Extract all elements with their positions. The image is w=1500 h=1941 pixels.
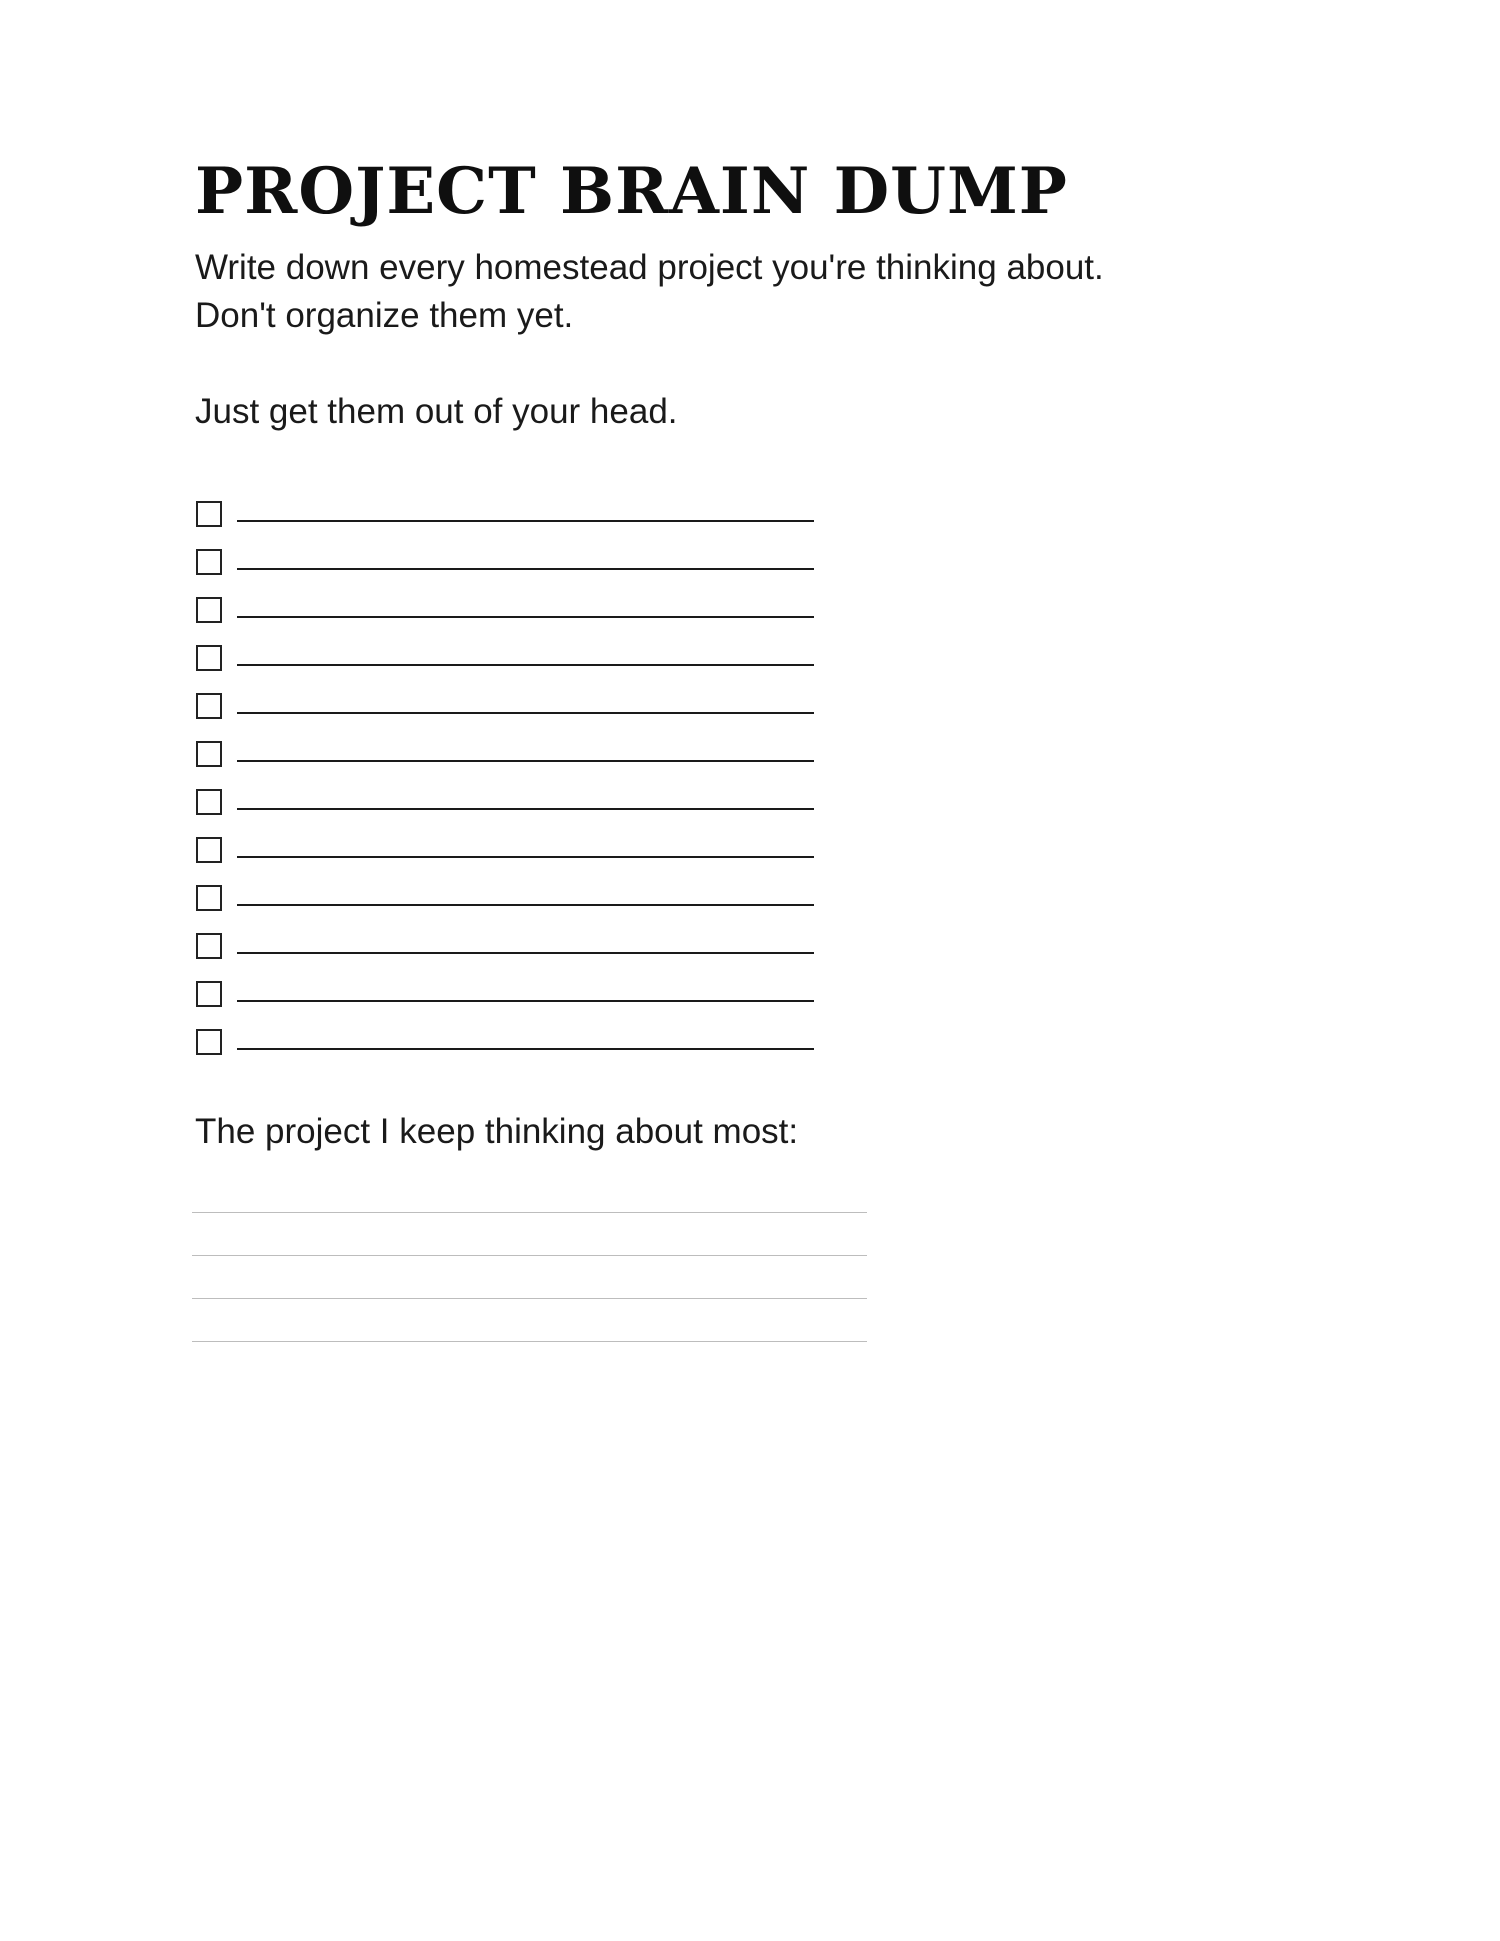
intro-line-2: Don't organize them yet. [195,296,574,335]
checklist-item [196,778,836,826]
project-entry-line[interactable] [237,588,814,618]
intro-line-1: Write down every homestead project you're thinking about. [195,248,1104,287]
checkbox[interactable] [196,981,222,1007]
checkbox[interactable] [196,885,222,911]
answer-lines [192,1170,867,1342]
checklist-item [196,874,836,922]
checkbox[interactable] [196,789,222,815]
checkbox[interactable] [196,933,222,959]
checkbox[interactable] [196,501,222,527]
checklist-item [196,538,836,586]
project-entry-line[interactable] [237,540,814,570]
checkbox[interactable] [196,741,222,767]
checklist-item [196,586,836,634]
checkbox[interactable] [196,549,222,575]
checkbox[interactable] [196,645,222,671]
project-entry-line[interactable] [237,636,814,666]
checkbox[interactable] [196,837,222,863]
answer-line[interactable] [192,1213,867,1256]
page-title: PROJECT BRAIN DUMP [195,154,1068,229]
checklist-item [196,922,836,970]
project-checklist [196,490,836,1066]
project-entry-line[interactable] [237,972,814,1002]
project-entry-line[interactable] [237,684,814,714]
project-entry-line[interactable] [237,924,814,954]
project-entry-line[interactable] [237,492,814,522]
answer-line[interactable] [192,1256,867,1299]
checklist-item [196,730,836,778]
checklist-item [196,634,836,682]
answer-line[interactable] [192,1299,867,1342]
checklist-item [196,970,836,1018]
project-entry-line[interactable] [237,876,814,906]
checklist-item [196,682,836,730]
project-entry-line[interactable] [237,1020,814,1050]
project-entry-line[interactable] [237,732,814,762]
most-thought-project-prompt: The project I keep thinking about most: [195,1112,799,1151]
project-entry-line[interactable] [237,780,814,810]
checkbox[interactable] [196,693,222,719]
checklist-item [196,1018,836,1066]
answer-line[interactable] [192,1170,867,1213]
checkbox[interactable] [196,597,222,623]
project-entry-line[interactable] [237,828,814,858]
checklist-item [196,490,836,538]
intro-line-3: Just get them out of your head. [195,392,678,431]
checkbox[interactable] [196,1029,222,1055]
checklist-item [196,826,836,874]
